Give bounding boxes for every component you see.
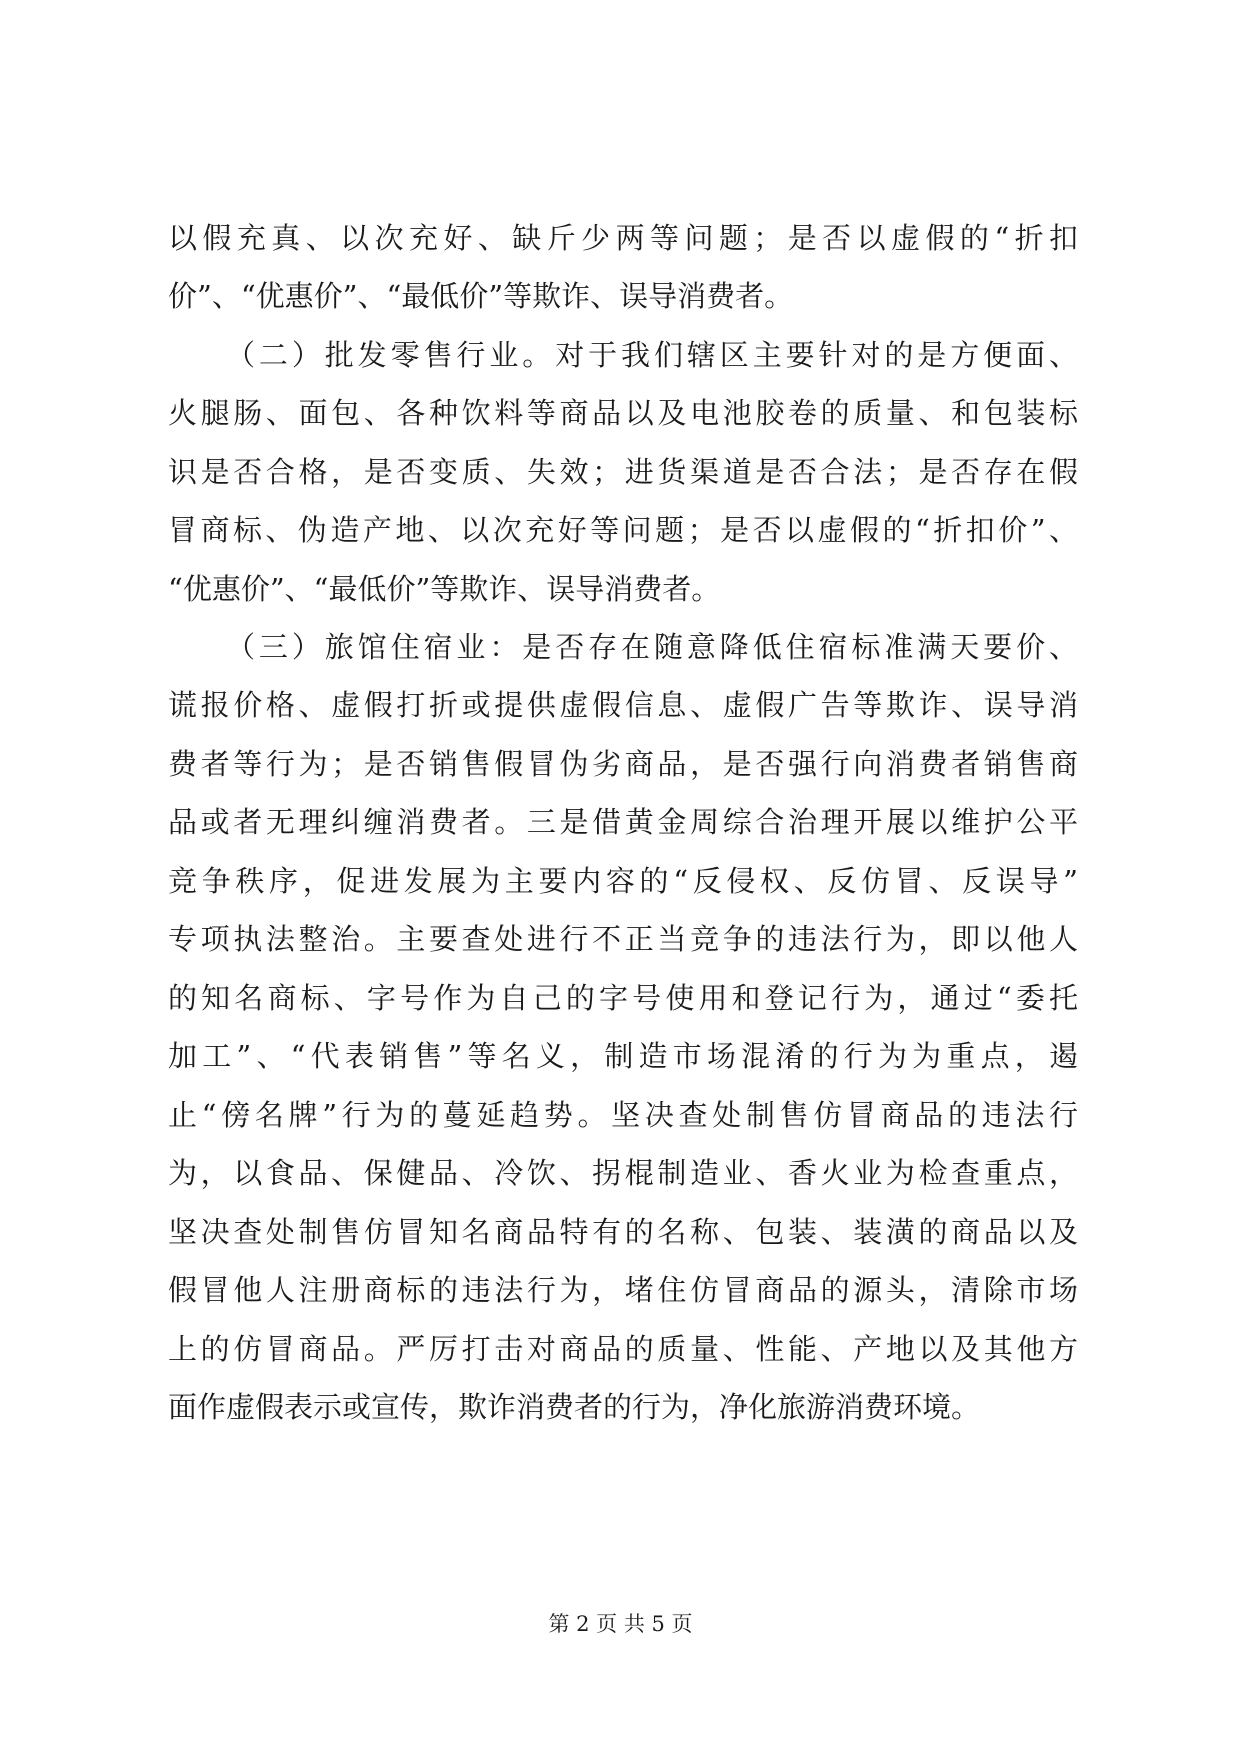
text-line: 价”、“优惠价”、“最低价”等欺诈、误导消费者。 (168, 279, 794, 313)
text-line: 费者等行为；是否销售假冒伪劣商品，是否强行向消费者销售商 (168, 747, 1078, 781)
text-line: 假冒他人注册商标的违法行为，堵住仿冒商品的源头，清除市场 (168, 1273, 1078, 1307)
text-line: 专项执法整治。主要查处进行不正当竞争的违法行为，即以他人 (168, 922, 1078, 956)
text-line: 上的仿冒商品。严厉打击对商品的质量、性能、产地以及其他方 (168, 1332, 1078, 1366)
paragraph-heading-line: （二）批发零售行业。对于我们辖区主要针对的是方便面、 (226, 338, 1078, 372)
text-line: 为，以食品、保健品、冷饮、拐棍制造业、香火业为检查重点， (168, 1156, 1078, 1190)
text-line: 竞争秩序，促进发展为主要内容的“反侵权、反仿冒、反误导” (168, 864, 1078, 898)
text-line: 坚决查处制售仿冒知名商品特有的名称、包装、装潢的商品以及 (168, 1215, 1078, 1249)
text-line: 火腿肠、面包、各种饮料等商品以及电池胶卷的质量、和包装标 (168, 396, 1078, 430)
text-line: 止“傍名牌”行为的蔓延趋势。坚决查处制售仿冒商品的违法行 (168, 1098, 1078, 1132)
text-line: 以假充真、以次充好、缺斤少两等问题；是否以虚假的“折扣 (168, 221, 1078, 255)
text-line: 加工”、“代表销售”等名义，制造市场混淆的行为为重点，遏 (168, 1039, 1078, 1073)
text-line: 谎报价格、虚假打折或提供虚假信息、虚假广告等欺诈、误导消 (168, 688, 1078, 722)
paragraph-heading-line: （三）旅馆住宿业：是否存在随意降低住宿标准满天要价、 (226, 630, 1078, 664)
text-line: 识是否合格，是否变质、失效；进货渠道是否合法；是否存在假 (168, 455, 1078, 489)
text-line: “优惠价”、“最低价”等欺诈、误导消费者。 (168, 572, 721, 606)
text-line: 面作虚假表示或宣传，欺诈消费者的行为，净化旅游消费环境。 (168, 1390, 981, 1424)
text-line: 品或者无理纠缠消费者。三是借黄金周综合治理开展以维护公平 (168, 805, 1078, 839)
text-line: 的知名商标、字号作为自己的字号使用和登记行为，通过“委托 (168, 981, 1078, 1015)
page-number-footer: 第 2 页 共 5 页 (548, 1612, 693, 1636)
text-line: 冒商标、伪造产地、以次充好等问题；是否以虚假的“折扣价”、 (168, 513, 1078, 547)
